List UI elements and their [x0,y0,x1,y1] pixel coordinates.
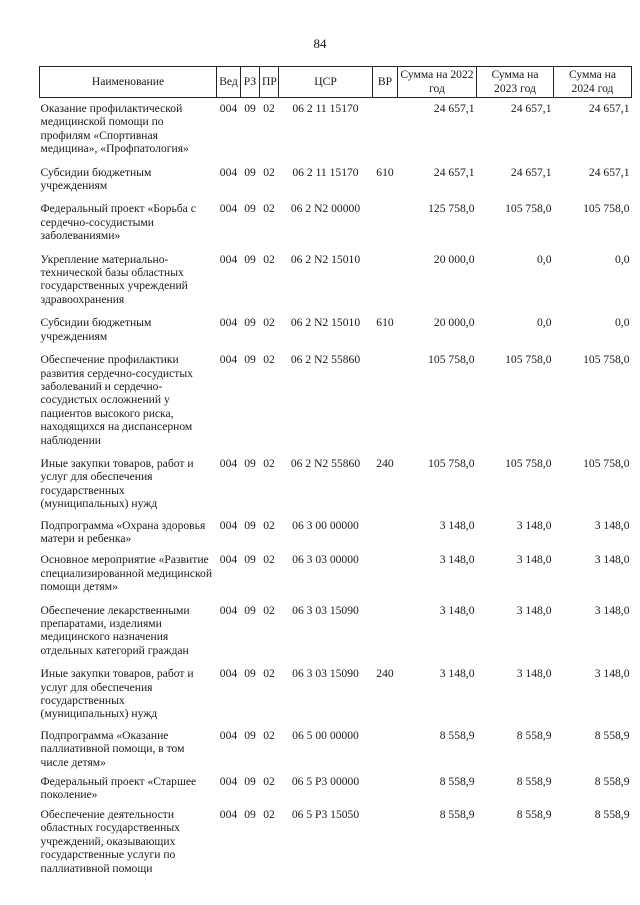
header-vr: ВР [373,67,398,98]
cell-vr [373,594,398,658]
cell-sum-2023: 105 758,0 [505,202,552,216]
cell-vr [373,802,398,875]
header-sum-2022: Сумма на 2022 год [398,67,477,98]
cell-sum-2022: 24 657,1 [433,165,475,179]
cell-ved: 004 [219,202,238,216]
table-row [40,306,632,343]
table-row [40,192,632,242]
cell-sum-2024: 3 148,0 [594,603,630,617]
cell-sum-2022: 105 758,0 [428,456,475,470]
cell-vr [373,511,398,546]
cell-rz: 09 [244,775,256,789]
table-row [40,447,632,511]
table-row [40,594,632,658]
cell-sum-2022: 20 000,0 [433,316,475,330]
header-rz: РЗ [241,67,260,98]
cell-sum-2024: 8 558,9 [594,728,630,742]
cell-sum-2024: 0,0 [615,252,630,266]
cell-ved: 004 [219,165,238,179]
cell-sum-2023: 3 148,0 [516,553,552,567]
cell-sum-2023: 24 657,1 [510,165,552,179]
cell-ved: 004 [219,807,238,821]
cell-sum-2022: 24 657,1 [433,102,475,115]
cell-sum-2023: 3 148,0 [516,667,552,681]
cell-csr: 06 3 03 15090 [292,603,359,617]
cell-sum-2024: 105 758,0 [583,456,630,470]
cell-pr: 02 [263,603,275,617]
table-row [40,657,632,721]
cell-ved: 004 [219,728,238,742]
table-header-row [40,67,632,98]
cell-sum-2023: 3 148,0 [516,518,552,532]
cell-rz: 09 [244,553,256,567]
cell-sum-2024: 3 148,0 [594,667,630,681]
cell-pr: 02 [263,807,275,821]
cell-vr: 240 [376,667,394,681]
cell-ved: 004 [219,456,238,470]
cell-vr [373,343,398,447]
cell-name: Субсидии бюджетным учреждениям [40,316,152,343]
cell-sum-2024: 105 758,0 [583,353,630,367]
cell-vr: 610 [376,316,394,330]
cell-rz: 09 [244,316,256,330]
cell-sum-2022: 8 558,9 [439,775,475,789]
cell-name: Иные закупки товаров, работ и услуг для обеспечения государственных (муниципальных) нужд [40,456,194,511]
cell-rz: 09 [244,165,256,179]
cell-sum-2023: 8 558,9 [516,807,552,821]
cell-rz: 09 [244,456,256,470]
cell-name: Обеспечение деятельности областных государственных учреждений, оказывающих государственные услуги по паллиативной помощи [40,807,180,875]
cell-sum-2024: 24 657,1 [588,102,630,115]
cell-pr: 02 [263,728,275,742]
cell-name: Основное мероприятие «Развитие специализированной медицинской помощи детям» [40,553,213,594]
cell-name: Субсидии бюджетным учреждениям [40,165,152,193]
cell-rz: 09 [244,603,256,617]
cell-vr: 610 [376,165,394,179]
header-sum-2024: Сумма на 2024 год [554,67,632,98]
cell-vr [373,98,398,156]
cell-csr: 06 2 11 15170 [292,102,359,115]
cell-rz: 09 [244,518,256,532]
cell-rz: 09 [244,102,256,115]
cell-rz: 09 [244,202,256,216]
cell-sum-2024: 3 148,0 [594,553,630,567]
cell-name: Обеспечение лекарственными препаратами, изделиями медицинского назначения отдельных категорий граждан [40,603,190,657]
cell-csr: 06 3 03 15090 [292,667,359,681]
cell-sum-2022: 8 558,9 [439,728,475,742]
table-row [40,156,632,193]
cell-sum-2022: 3 148,0 [439,603,475,617]
cell-pr: 02 [263,316,275,330]
cell-sum-2024: 3 148,0 [594,518,630,532]
cell-sum-2022: 105 758,0 [428,353,475,367]
table-row [40,769,632,802]
cell-sum-2024: 8 558,9 [594,775,630,789]
cell-name: Подпрограмма «Оказание паллиативной помощи, в том числе детям» [40,728,185,769]
cell-pr: 02 [263,553,275,567]
cell-sum-2024: 8 558,9 [594,807,630,821]
cell-pr: 02 [263,518,275,532]
cell-ved: 004 [219,353,238,367]
cell-vr [373,192,398,242]
cell-name: Оказание профилактической медицинской помощи по профилям «Спортивная медицина», «Профпатология» [40,102,189,156]
cell-pr: 02 [263,102,275,115]
cell-csr: 06 2 N2 00000 [290,202,361,216]
cell-rz: 09 [244,728,256,742]
cell-sum-2023: 8 558,9 [516,775,552,789]
cell-sum-2022: 125 758,0 [428,202,475,216]
table-row [40,721,632,769]
cell-pr: 02 [263,775,275,789]
cell-ved: 004 [219,553,238,567]
budget-table [39,66,632,875]
cell-ved: 004 [219,102,238,115]
cell-sum-2023: 0,0 [537,316,552,330]
cell-csr: 06 5 P3 15050 [291,807,360,821]
cell-csr: 06 5 00 00000 [292,728,359,742]
cell-rz: 09 [244,807,256,821]
cell-sum-2022: 8 558,9 [439,807,475,821]
table-row [40,243,632,307]
cell-csr: 06 2 N2 55860 [290,353,361,367]
cell-csr: 06 2 N2 15010 [290,316,361,330]
cell-ved: 004 [219,667,238,681]
cell-name: Федеральный проект «Борьба с сердечно-сосудистыми заболеваниями» [40,202,196,243]
cell-sum-2022: 20 000,0 [433,252,475,266]
cell-csr: 06 3 00 00000 [292,518,359,532]
cell-sum-2024: 0,0 [615,316,630,330]
header-name: Наименование [40,67,217,98]
cell-vr [373,769,398,802]
header-csr: ЦСР [279,67,373,98]
table-row [40,802,632,875]
cell-vr [373,545,398,593]
cell-ved: 004 [219,316,238,330]
cell-sum-2023: 24 657,1 [510,102,552,115]
header-ved: Вед [217,67,241,98]
page-number: 84 [313,36,327,51]
cell-csr: 06 2 11 15170 [292,165,359,179]
cell-pr: 02 [263,252,275,266]
cell-pr: 02 [263,165,275,179]
cell-sum-2023: 3 148,0 [516,603,552,617]
cell-vr: 240 [376,456,394,470]
cell-sum-2023: 105 758,0 [505,456,552,470]
cell-name: Обеспечение профилактики развития сердечно-сосудистых заболеваний и сердечно-сосудистых осложнений у пациентов высокого риска, находящихся на диспансерном наблюдении [40,353,193,447]
cell-sum-2024: 24 657,1 [588,165,630,179]
cell-pr: 02 [263,667,275,681]
table-row [40,343,632,447]
cell-name: Подпрограмма «Охрана здоровья матери и ребенка» [40,518,206,545]
table-row [40,545,632,593]
cell-sum-2023: 0,0 [537,252,552,266]
cell-ved: 004 [219,603,238,617]
cell-vr [373,243,398,307]
header-sum-2023: Сумма на 2023 год [477,67,554,98]
cell-rz: 09 [244,252,256,266]
cell-sum-2022: 3 148,0 [439,553,475,567]
cell-rz: 09 [244,667,256,681]
cell-csr: 06 5 P3 00000 [291,775,360,789]
cell-sum-2024: 105 758,0 [583,202,630,216]
table-row [40,511,632,546]
cell-name: Укрепление материально-технической базы областных государственных учреждений здравоохранения [40,252,188,306]
cell-sum-2023: 8 558,9 [516,728,552,742]
cell-sum-2023: 105 758,0 [505,353,552,367]
table-body [40,98,632,875]
cell-pr: 02 [263,202,275,216]
cell-sum-2022: 3 148,0 [439,667,475,681]
cell-vr [373,721,398,769]
header-pr: ПР [260,67,279,98]
cell-name: Федеральный проект «Старшее поколение» [40,775,197,802]
cell-csr: 06 2 N2 15010 [290,252,361,266]
cell-pr: 02 [263,353,275,367]
cell-rz: 09 [244,353,256,367]
cell-ved: 004 [219,252,238,266]
table-row [40,98,632,156]
cell-pr: 02 [263,456,275,470]
cell-csr: 06 3 03 00000 [292,553,359,567]
cell-sum-2022: 3 148,0 [439,518,475,532]
cell-csr: 06 2 N2 55860 [290,456,361,470]
cell-name: Иные закупки товаров, работ и услуг для обеспечения государственных (муниципальных) нужд [40,667,194,721]
cell-ved: 004 [219,775,238,789]
cell-ved: 004 [219,518,238,532]
